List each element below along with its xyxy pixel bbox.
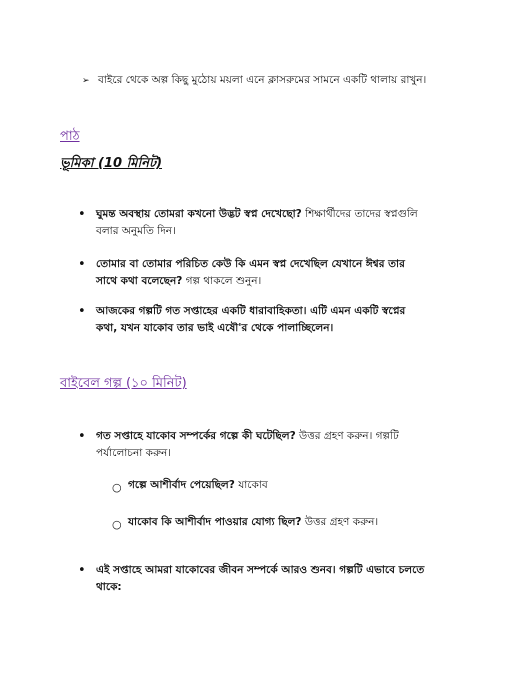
intro-bullet-2-line-2 <box>96 273 261 290</box>
bible-bullet-1-line-1 <box>96 428 399 445</box>
intro-bullet-2-instruction: গল্প থাকলে শুনুন। <box>182 275 262 287</box>
bible-bullet-1-line-2: পর্যালোচনা করুন। <box>96 447 172 459</box>
sub-item-1-question: গল্পে আশীর্বাদ পেয়েছিল? <box>128 479 235 491</box>
bullet-icon: • <box>78 429 86 444</box>
final-bullet-line-1: এই সপ্তাহে আমরা যাকোবের জীবন সম্পর্কে আরও শুনব। গল্পটি এভাবে চলতে <box>96 564 425 576</box>
bible-bullet-1-instruction: উত্তর গ্রহণ করুন। গল্পটি <box>295 430 399 442</box>
intro-bullet-2-line-1: তোমার বা তোমার পরিচিত কেউ কি এমন স্বপ্ন দেখেছিল যেখানে ঈশ্বর তার <box>96 258 405 270</box>
intro-bullet-1-instruction: শিক্ষার্থীদের তাদের স্বপ্নগুলি <box>301 208 418 220</box>
sub-bullet-icon: ○ <box>112 518 122 531</box>
bullet-icon: • <box>78 257 86 272</box>
sub-item-2 <box>128 514 378 531</box>
sub-item-1 <box>128 477 268 494</box>
sub-bullet-icon: ○ <box>112 481 122 494</box>
intro-bullet-3-line-2: কথা, যখন যাকোব তার ভাই এষৌ'র থেকে পালাচ্ছিলেন। <box>96 322 334 334</box>
arrow-bullet-icon: ➢ <box>82 76 90 86</box>
intro-instruction-text: বাইরে থেকে অল্প কিছু মুঠোয় ময়লা এনে ক্লাসরুমের সামনে একটি থালায় রাখুন। <box>98 74 427 86</box>
bullet-icon: • <box>78 207 86 222</box>
intro-bullet-1-line-1 <box>96 206 418 223</box>
sub-item-2-answer: উত্তর গ্রহণ করুন। <box>301 516 379 528</box>
final-bullet-line-2: থাকে: <box>96 581 122 593</box>
lesson-heading: পাঠ <box>60 129 80 144</box>
bullet-icon: • <box>78 304 86 319</box>
intro-bullet-2-question-end: সাথে কথা বলেছেন? <box>96 275 183 287</box>
sub-item-2-question: যাকোব কি আশীর্বাদ পাওয়ার যোগ্য ছিল? <box>128 516 302 528</box>
sub-item-1-answer: যাকোব <box>234 479 268 491</box>
intro-section-heading: ভূমিকা (10 মিনিট) <box>60 156 163 171</box>
bible-story-heading: বাইবেল গল্প (১০ মিনিট) <box>60 376 187 391</box>
bible-bullet-1-question: গত সপ্তাহে যাকোব সম্পর্কের গল্পে কী ঘটেছিল? <box>96 430 296 442</box>
intro-bullet-1-question: ঘুমন্ত অবস্থায় তোমরা কখনো উদ্ভট স্বপ্ন দেখেছো? <box>96 208 302 220</box>
bullet-icon: • <box>78 563 86 578</box>
intro-bullet-3-line-1: আজকের গল্পটি গত সপ্তাহের একটি ধারাবাহিকতা। এটি এমন একটি স্বপ্নের <box>96 305 406 317</box>
intro-bullet-1-line-2: বলার অনুমতি দিন। <box>96 225 176 237</box>
